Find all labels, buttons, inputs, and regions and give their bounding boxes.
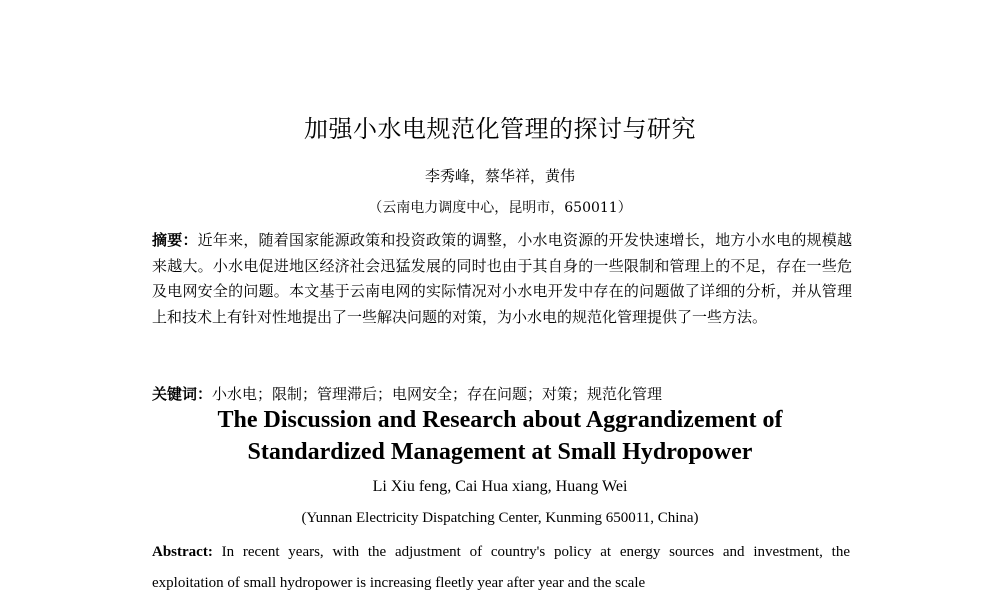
english-abstract-text: In recent years, with the adjustment of country's policy at energy sources and investment, the exploitation of small hydropower is increasing fleetly year after year and the scale [152,544,850,591]
chinese-abstract-text: 近年来，随着国家能源政策和投资政策的调整，小水电资源的开发快速增长，地方小水电的规模越来越大。小水电促进地区经济社会迅猛发展的同时也由于其自身的一些限制和管理上的不足，存在一些危及电网安全的问题。本文基于云南电网的实际情况对小水电开发中存在的问题做了详细的分析，并从管理上和技术上有针对性地提出了一些解决问题的对策，为小水电的规范化管理提供了一些方法。 [152,231,852,326]
english-abstract [152,537,850,599]
chinese-keywords-label: 关键词： [152,385,213,403]
chinese-authors: 李秀峰，蔡华祥，黄伟 [424,167,575,185]
chinese-affiliation: （云南电力调度中心，昆明市，650011） [368,200,632,216]
chinese-abstract [152,228,852,330]
english-authors: Li Xiu feng, Cai Hua xiang, Huang Wei [372,478,628,495]
chinese-keywords-text: 小水电；限制；管理滞后；电网安全；存在问题；对策；规范化管理 [212,385,663,403]
chinese-title: 加强小水电规范化管理的探讨与研究 [304,115,696,143]
english-title [0,404,1000,468]
english-title-line-1: The Discussion and Research about Aggrandizement of [217,407,783,433]
chinese-abstract-label: 摘要： [152,231,198,249]
english-title-line-2: Standardized Management at Small Hydropower [247,439,753,465]
english-abstract-label: Abstract: [152,544,213,560]
chinese-keywords [152,382,852,406]
english-affiliation: (Yunnan Electricity Dispatching Center, Kunming 650011, China) [301,510,699,526]
